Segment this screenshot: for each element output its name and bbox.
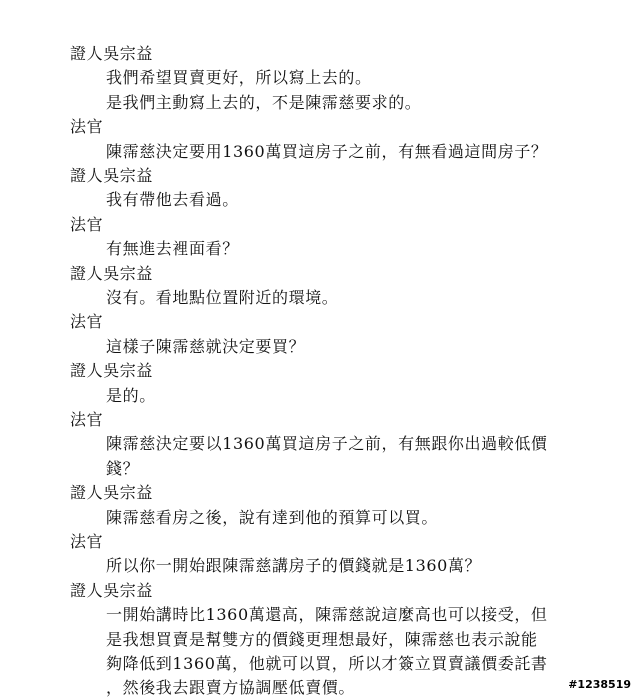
speaker-label: 法官 bbox=[70, 410, 104, 429]
speech-line: 夠降低到1360萬，他就可以買，所以才簽立買賣議價委託書 bbox=[106, 654, 548, 673]
speaker-label: 法官 bbox=[70, 532, 104, 551]
speech-line: 是我想買賣是幫雙方的價錢更理想最好，陳霈慈也表示說能 bbox=[106, 629, 538, 649]
speech-line: 陳霈慈看房之後，說有達到他的預算可以買。 bbox=[106, 507, 439, 527]
speech-line: 是的。 bbox=[106, 385, 156, 405]
speaker-label: 法官 bbox=[70, 312, 104, 332]
speech-line: 陳霈慈決定要以1360萬買這房子之前，有無跟你出過較低價 bbox=[106, 434, 548, 454]
speech-line: 有無進去裡面看？ bbox=[106, 239, 239, 259]
speaker-label: 證人吳宗益 bbox=[70, 361, 154, 381]
speech-line: 陳霈慈決定要用1360萬買這房子之前，有無看過這間房子？ bbox=[106, 141, 548, 161]
speaker-label: 證人吳宗益 bbox=[70, 263, 154, 283]
speaker-label: 證人吳宗益 bbox=[70, 166, 154, 185]
speaker-label: 證人吳宗益 bbox=[70, 580, 154, 600]
speech-line: 沒有。看地點位置附近的環境。 bbox=[106, 288, 339, 307]
speech-line: 這樣子陳霈慈就決定要買？ bbox=[106, 336, 306, 356]
speech-line: 錢？ bbox=[106, 458, 140, 478]
speaker-label: 法官 bbox=[70, 117, 104, 137]
speech-line: 所以你一開始跟陳霈慈講房子的價錢就是1360萬？ bbox=[106, 556, 482, 576]
speaker-label: 證人吳宗益 bbox=[70, 483, 154, 503]
speaker-label: 證人吳宗益 bbox=[70, 44, 154, 63]
speech-line: ，然後我去跟賣方協調壓低賣價。 bbox=[106, 678, 356, 698]
speech-line: 我們希望買賣更好，所以寫上去的。 bbox=[106, 68, 372, 88]
document-id-watermark: #1238519 bbox=[565, 677, 634, 692]
speaker-label: 法官 bbox=[70, 214, 104, 234]
speech-line: 我有帶他去看過。 bbox=[106, 190, 239, 210]
speech-line: 一開始講時比1360萬還高，陳霈慈說這麼高也可以接受，但 bbox=[106, 605, 548, 625]
speech-line: 是我們主動寫上去的，不是陳霈慈要求的。 bbox=[106, 92, 422, 112]
